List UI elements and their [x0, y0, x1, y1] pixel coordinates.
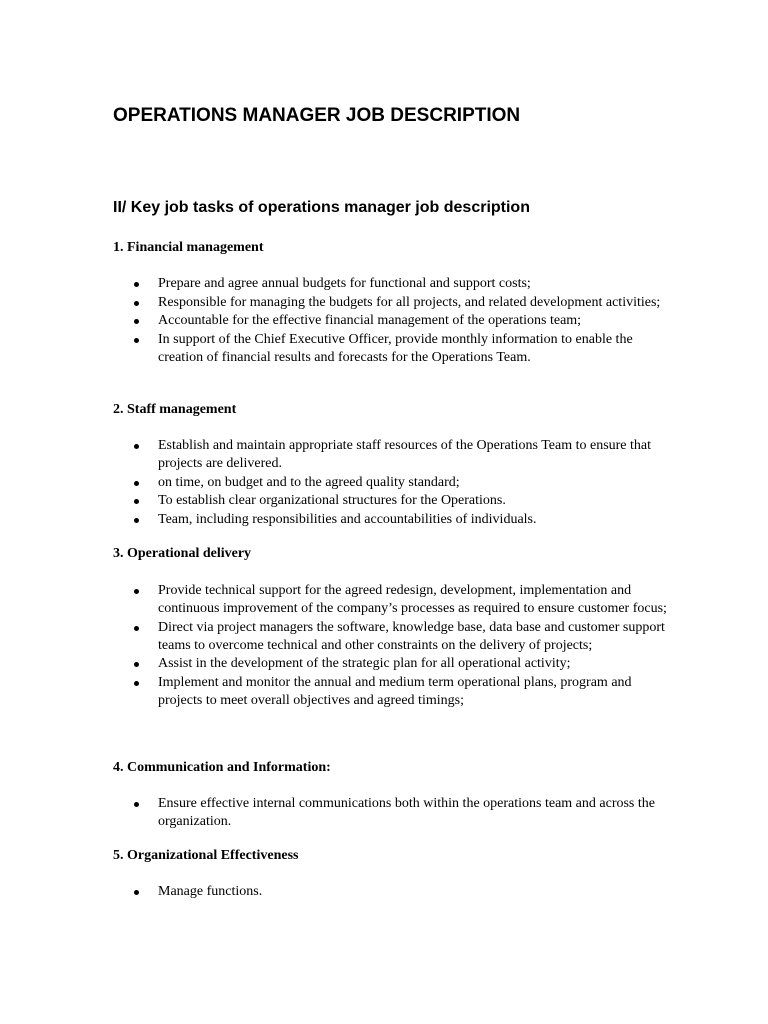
- bullet-icon: [134, 681, 139, 686]
- list-item: [113, 619, 673, 655]
- financial-management-list: [113, 275, 673, 367]
- section-heading-communication-information: 4. Communication and Information:: [113, 760, 331, 775]
- bullet-icon: [134, 319, 139, 324]
- bullet-icon: [134, 662, 139, 667]
- list-item: [113, 474, 673, 492]
- section-heading-operational-delivery: 3. Operational delivery: [113, 546, 252, 561]
- bullet-icon: [134, 802, 139, 807]
- bullet-icon: [134, 481, 139, 486]
- list-item-text: Establish and maintain appropriate staff resources of the Operations Team to ensure that projects are delivered.: [158, 438, 652, 471]
- staff-management-list: [113, 437, 673, 529]
- list-item-text: In support of the Chief Executive Officer, provide monthly information to enable the creation of financial results and forecasts for the Operations Team.: [158, 331, 633, 365]
- list-item: [113, 795, 673, 831]
- bullet-icon: [134, 499, 139, 504]
- bullet-icon: [134, 890, 139, 895]
- bullet-icon: [134, 589, 139, 594]
- list-item-text: Direct via project managers the software, knowledge base, data base and customer support teams to overcome technical and other constraints on the delivery of projects;: [158, 619, 665, 653]
- section-heading-organizational-effectiveness: 5. Organizational Effectiveness: [113, 848, 299, 863]
- list-item-text: on time, on budget and to the agreed quality standard;: [158, 474, 460, 490]
- list-item: [113, 294, 673, 312]
- list-item: [113, 655, 673, 673]
- bullet-icon: [134, 444, 139, 449]
- list-item-text: Team, including responsibilities and accountabilities of individuals.: [158, 511, 537, 527]
- list-item-text: Implement and monitor the annual and medium term operational plans, program and projects to meet overall objectives and agreed timings;: [158, 674, 632, 708]
- communication-information-list: [113, 795, 673, 832]
- list-item-text: Provide technical support for the agreed redesign, development, implementation and continuous improvement of the company’s processes as required to ensure customer focus;: [158, 583, 667, 616]
- list-item: [113, 275, 673, 293]
- list-item-text: Prepare and agree annual budgets for functional and support costs;: [158, 276, 531, 291]
- list-item-text: Assist in the development of the strategic plan for all operational activity;: [158, 656, 571, 671]
- list-item: [113, 492, 673, 510]
- section-heading-financial-management: 1. Financial management: [113, 240, 264, 255]
- list-item: [113, 511, 673, 529]
- bullet-icon: [134, 338, 139, 343]
- list-item-text: To establish clear organizational structures for the Operations.: [158, 493, 506, 508]
- bullet-icon: [134, 301, 139, 306]
- list-item: [113, 582, 673, 618]
- list-item-text: Ensure effective internal communications both within the operations team and across the organization.: [158, 796, 655, 829]
- document-title: OPERATIONS MANAGER JOB DESCRIPTION: [113, 105, 521, 126]
- operational-delivery-list: [113, 582, 673, 710]
- list-item: [113, 312, 673, 330]
- list-item: [113, 674, 673, 710]
- document-subtitle: II/ Key job tasks of operations manager job description: [113, 199, 530, 216]
- list-item: [113, 883, 673, 901]
- bullet-icon: [134, 518, 139, 523]
- list-item: [113, 437, 673, 473]
- section-heading-staff-management: 2. Staff management: [113, 402, 237, 417]
- organizational-effectiveness-list: [113, 883, 673, 902]
- list-item-text: Accountable for the effective financial management of the operations team;: [158, 313, 582, 328]
- list-item: [113, 331, 673, 367]
- bullet-icon: [134, 626, 139, 631]
- list-item-text: Manage functions.: [158, 884, 263, 899]
- list-item-text: Responsible for managing the budgets for all projects, and related development activities;: [158, 294, 661, 310]
- bullet-icon: [134, 282, 139, 287]
